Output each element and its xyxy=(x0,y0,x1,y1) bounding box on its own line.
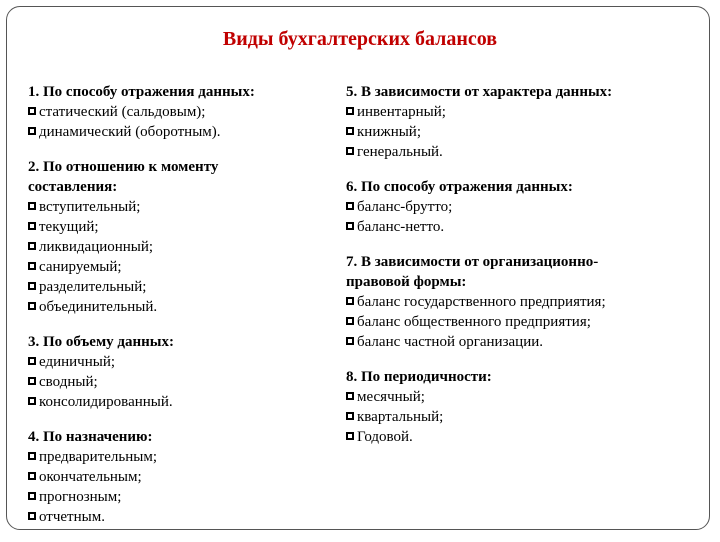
section-heading: 4. По назначению: xyxy=(28,429,153,445)
list-item: ликвидационный; xyxy=(28,237,328,257)
section-heading: 8. По периодичности: xyxy=(346,369,492,385)
list-item: Годовой. xyxy=(346,427,706,447)
section-7 xyxy=(346,252,706,352)
section-8 xyxy=(346,367,706,447)
square-bullet-icon xyxy=(28,357,36,365)
section-heading: 7. В зависимости от организационно-правовой формы: xyxy=(346,254,599,290)
square-bullet-icon xyxy=(28,262,36,270)
list-item: баланс частной организации. xyxy=(346,332,706,352)
list-item: инвентарный; xyxy=(346,102,706,122)
list-item: книжный; xyxy=(346,122,706,142)
section-heading: 2. По отношению к моменту составления: xyxy=(28,159,219,195)
square-bullet-icon xyxy=(28,107,36,115)
square-bullet-icon xyxy=(346,392,354,400)
square-bullet-icon xyxy=(346,107,354,115)
list-item: разделительный; xyxy=(28,277,328,297)
list-item: текущий; xyxy=(28,217,328,237)
square-bullet-icon xyxy=(28,377,36,385)
square-bullet-icon xyxy=(346,317,354,325)
square-bullet-icon xyxy=(28,282,36,290)
list-item: статический (сальдовым); xyxy=(28,102,328,122)
list-item: генеральный. xyxy=(346,142,706,162)
square-bullet-icon xyxy=(346,222,354,230)
section-heading: 6. По способу отражения данных: xyxy=(346,179,573,195)
square-bullet-icon xyxy=(28,472,36,480)
section-1 xyxy=(28,82,328,142)
section-2 xyxy=(28,157,328,317)
list-item: объединительный. xyxy=(28,297,328,317)
square-bullet-icon xyxy=(28,452,36,460)
section-6 xyxy=(346,177,706,237)
right-column xyxy=(346,82,706,462)
square-bullet-icon xyxy=(346,202,354,210)
square-bullet-icon xyxy=(28,512,36,520)
list-item: окончательным; xyxy=(28,467,328,487)
square-bullet-icon xyxy=(346,412,354,420)
left-column xyxy=(28,82,328,542)
section-heading: 3. По объему данных: xyxy=(28,334,174,350)
square-bullet-icon xyxy=(28,202,36,210)
list-item: отчетным. xyxy=(28,507,328,527)
list-item: прогнозным; xyxy=(28,487,328,507)
list-item: санируемый; xyxy=(28,257,328,277)
list-item: динамический (оборотным). xyxy=(28,122,328,142)
section-heading: 5. В зависимости от характера данных: xyxy=(346,84,613,100)
list-item: квартальный; xyxy=(346,407,706,427)
square-bullet-icon xyxy=(28,302,36,310)
list-item: вступительный; xyxy=(28,197,328,217)
square-bullet-icon xyxy=(346,127,354,135)
square-bullet-icon xyxy=(346,297,354,305)
section-heading: 1. По способу отражения данных: xyxy=(28,84,255,100)
square-bullet-icon xyxy=(28,222,36,230)
list-item: баланс-нетто. xyxy=(346,217,706,237)
square-bullet-icon xyxy=(346,147,354,155)
list-item: единичный; xyxy=(28,352,328,372)
list-item: месячный; xyxy=(346,387,706,407)
section-5 xyxy=(346,82,706,162)
list-item: сводный; xyxy=(28,372,328,392)
square-bullet-icon xyxy=(28,492,36,500)
list-item: консолидированный. xyxy=(28,392,328,412)
square-bullet-icon xyxy=(28,397,36,405)
list-item: баланс государственного предприятия; xyxy=(346,292,706,312)
square-bullet-icon xyxy=(346,432,354,440)
list-item: баланс-брутто; xyxy=(346,197,706,217)
section-4 xyxy=(28,427,328,527)
section-3 xyxy=(28,332,328,412)
page-title: Виды бухгалтерских балансов xyxy=(222,28,498,50)
square-bullet-icon xyxy=(28,127,36,135)
list-item: предварительным; xyxy=(28,447,328,467)
square-bullet-icon xyxy=(28,242,36,250)
square-bullet-icon xyxy=(346,337,354,345)
list-item: баланс общественного предприятия; xyxy=(346,312,706,332)
